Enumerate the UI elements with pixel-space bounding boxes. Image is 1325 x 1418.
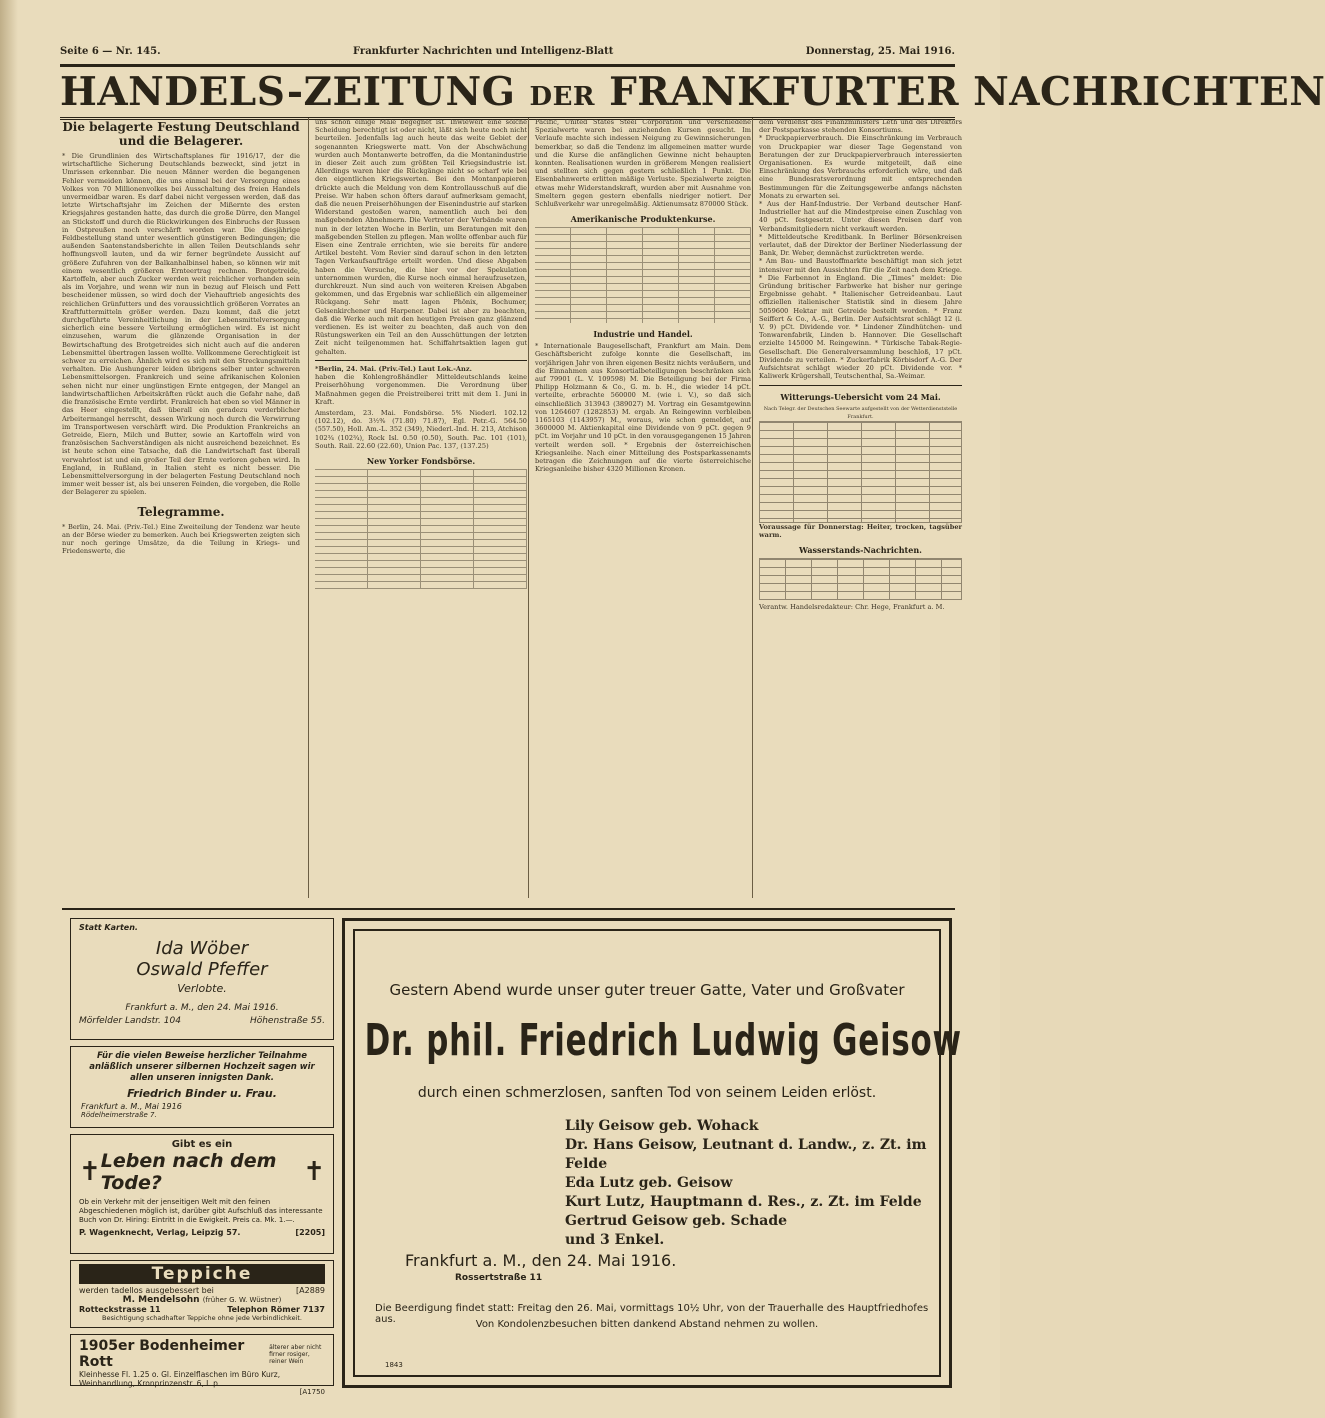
wine-code: [A1750 bbox=[299, 1388, 325, 1396]
engagement-role: Verlobte. bbox=[177, 982, 227, 995]
carpet-firm: M. Mendelsohn bbox=[122, 1295, 200, 1305]
col4-misc: * Am Bau- und Baustoffmarkte beschäftigt man sich jetzt intensiver mit den Aussichten für die Zeit nach dem Kriege. * Die Farbennot in England. Die „Times“ meldet: Die Gründung britischer Farbwerke hat bisher nur geringe Ergebnisse gehabt. * Italienischer Getreideanbau. Laut offiziellen italienischer Statistik sind in diesem Jahre 5059600 Hektar mit Getreide bestellt worden. * Franz Seiffert & Co., A.-G., Berlin. Der Aufsichtsrat schlägt 12 (i. V. 9) pCt. Dividende vor. * Lindener Zündhütchen- und Tonwarenfabrik, Linden b. Hannover. Die Gesellschaft erzielte 145000 M. Reingewinn. * Türkische Tabak-Regie-Gesellschaft. Die Generalversammlung beschloß, 17 pCt. Dividende zu verteilen. * Zuckerfabrik Körbisdorf A.-G. Der Aufsichtsrat schlägt wieder 20 pCt. Dividende vor. * Kaliwerk Krügershall, Teutschenthal, Sa.-Weimar. bbox=[759, 257, 962, 381]
engagement-date: Frankfurt a. M., den 24. Mai 1916. bbox=[125, 1003, 279, 1013]
afterlife-publisher: P. Wagenknecht, Verlag, Leipzig 57. bbox=[79, 1228, 241, 1237]
forecast: Voraussage für Donnerstag: Heiter, trocken, tagsüber warm. bbox=[759, 522, 962, 540]
column-2 bbox=[308, 118, 533, 898]
thanks-text: Für die vielen Beweise herzlicher Teilnahme anläßlich unserer silbernen Hochzeit sagen wir allen unseren innigsten Dank. bbox=[89, 1051, 315, 1083]
carpet-code: [A2889 bbox=[296, 1286, 325, 1295]
wine-text: Kleinhesse Fl. 1.25 o. Gl. Einzelflaschen im Büro Kurz, Weinhandlung, Kronprinzenstr. 6, I. p. bbox=[79, 1370, 281, 1388]
carpet-note: Besichtigung schadhafter Teppiche ohne jede Verbindlichkeit. bbox=[101, 1314, 302, 1322]
newspaper-name: Frankfurter Nachrichten und Intelligenz-Blatt bbox=[353, 46, 614, 57]
masthead bbox=[60, 64, 1325, 120]
page-header bbox=[60, 46, 955, 60]
mourner: Kurt Lutz, Hauptmann d. Res., z. Zt. im Felde bbox=[565, 1194, 922, 1210]
cross-icon: ✝ bbox=[79, 1157, 101, 1187]
telegrams-heading: Telegramme. bbox=[137, 504, 225, 519]
engagement-name1: Ida Wöber bbox=[155, 938, 249, 959]
engagement-addr2: Höhenstraße 55. bbox=[249, 1016, 325, 1026]
thanks-notice bbox=[70, 1046, 334, 1128]
mourner: Dr. Hans Geisow, Leutnant d. Landw., z. Zt. im Felde bbox=[565, 1137, 927, 1172]
obituary-street: Rossertstraße 11 bbox=[455, 1273, 543, 1283]
obituary-name: Dr. phil. Friedrich Ludwig Geisow bbox=[364, 1015, 962, 1066]
mourner: Eda Lutz geb. Geisow bbox=[565, 1175, 733, 1191]
col4-paper: * Druckpapierverbrauch. Die Einschränkung im Verbrauch von Druckpapier war dieser Tage Gegenstand von Beratungen der zur Druckpapierverbrauch interessierten Organisationen. Es wurde mitgeteilt, daß eine Einschränkung des Verbrauchs erforderlich wäre, und daß eine Bundesratsverordnung mit entsprechenden Bestimmungen für die Zeitungsgewerbe anfangs nächsten Monats zu erwarten sei. bbox=[759, 134, 962, 200]
afterlife-ad bbox=[70, 1134, 334, 1254]
product-prices-table bbox=[535, 227, 751, 323]
advertisements bbox=[62, 908, 962, 1396]
engagement-notice bbox=[70, 918, 334, 1040]
weather-heading: Witterungs-Uebersicht vom 24 Mai. bbox=[780, 391, 941, 402]
thanks-street: Rödelheimerstraße 7. bbox=[81, 1111, 157, 1119]
amsterdam-report: Amsterdam, 23. Mai. Fondsbörse. 5% Niederl. 102.12 (102.12), do. 3½% (71.80) 71.87), Egl. Petr.-G. 564.50 (557.50), Holl. Am.-L. 352 (349), Niederl.-Ind. H. 213, Atchison 102¾ (102¾), Rock Isl. 0.50 (0.50), South. Pac. 101 (101), South. Rail. 22.60 (22.60), Union Pac. 137, (137.25) bbox=[315, 408, 527, 450]
engagement-name2: Oswald Pfeffer bbox=[136, 959, 268, 980]
cross-icon: ✝ bbox=[303, 1157, 325, 1187]
wine-ad bbox=[70, 1334, 334, 1396]
ny-bourse-table bbox=[315, 469, 527, 589]
mourner: Lily Geisow geb. Wohack bbox=[565, 1118, 759, 1134]
obituary bbox=[342, 918, 962, 1388]
ny-bourse-heading: New Yorker Fondsbörse. bbox=[366, 455, 476, 466]
obituary-line: durch einen schmerzlosen, sanften Tod von seinem Leiden erlöst. bbox=[417, 1085, 877, 1101]
article-body: * Die Grundlinien des Wirtschaftsplanes für 1916/17, der die wirtschaftliche Sicherung Deutschlands bezweckt, sind jetzt in Umrissen erkennbar. Die neuen Männer werden die begangenen Fehler vermeiden können, die uns einmal bei der Versorgung eines Volkes von 70 Millionenvolkes bei Ausschaltung des freien Handels unvermeidbar waren. Es darf dabei nicht vergessen werden, daß das letzte Wirtschaftsjahr im Zeichen der Mißernte des ersten Kriegsjahres gestanden hatte, das durch die große Dürre, den Mangel an Stickstoff und durch die Rückwirkungen des Einbruchs der Russen in Ostpreußen noch verschärft worden war. Die diesjährige Feldbestellung stand unter wesentlich günstigeren Bedingungen; die außenden Saatenstandsberichte in allen Teilen Deutschlands sehr hoffnungsvoll lauten, und da wir ferner begründete Aussicht auf größere Zufuhren von der Balkanhalbinsel haben, so können wir mit einem wesentlich größeren Ernteertrag rechnen. Brotgetreide, Kartoffeln, aber auch Zucker werden weit reichlicher vorhanden sein als im Vorjahre, und wenn wir nun in bezug auf Fleisch und Fett bescheidener müssen, so wird doch der Viehauftrieb angesichts des reichlichen Grünfutters und des voraussichtlich größeren Vorrates an Kraftfuttermitteln größer werden. Dazu kommt, daß die jetzt durchgeführte Vereinheitlichung in der Lebensmittelversorgung sicherlich eine bessere Verteilung ermöglichen wird. Es ist nicht einzusehen, warum die glänzende Organisation in der Bewirtschaftung des Brotgetreides sich nicht auch auf die anderen Lebensmittel übertragen lassen wollte. Vollkommene Gerechtigkeit ist schwer zu erreichen. Ähnlich wird es sich mit den Streckungsmitteln verhalten. Die Aushungerer leiden übrigens selber unter schweren Lebensmittelsorgen. Frankreich und seine afrikanischen Kolonien sehen nicht nur einer ungünstigen Ernte entgegen, der Mangel an landwirtschaftlichen Arbeitskräften rückt auch die Gefahr nahe, daß die französische Ernte verdirbt. Frankreich hat eben so viel Männer in das Heer eingestellt, daß überall ein geradezu verderblicher Arbeitermangel herrscht, dessen Wirkung noch durch die Verwirrung im Transportwesen verschärft wird. Die Produktion Frankreichs an Getreide, Eiern, Milch und Butter, sowie an Kartoffeln wird von französischen Sachverständigen als nicht ausreichend bezeichnet. Es ist heute schon eine Tatsache, daß die Landwirtschaft fast überall verwahrlost ist und ein großer Teil der Ernte verloren gehen wird. In England, in Rußland, in Italien steht es nicht besser. Die Lebensmittelversorgung in der belagerten Festung Deutschland noch immer weit besser ist, als bei unseren Feinden, die vorgeben, die Rolle der Belagerer zu spielen. bbox=[62, 152, 300, 497]
masthead-part1: HANDELS-ZEITUNG bbox=[60, 69, 516, 115]
notice-title: *Berlin, 24. Mai. (Priv.-Tel.) Laut Lok.-Anz. bbox=[315, 364, 472, 373]
industry-heading: Industrie und Handel. bbox=[593, 329, 693, 340]
carpet-street: Rotteckstrasse 11 bbox=[79, 1305, 161, 1314]
issue-date: Donnerstag, 25. Mai 1916. bbox=[805, 46, 955, 57]
col4-intro: dem Verdienst des Finanzministers Leth und des Direktors der Postsparkasse stehenden Konsortiums. bbox=[759, 118, 962, 135]
telegrams-body: * Berlin, 24. Mai. (Priv.-Tel.) Eine Zweiteilung der Tendenz war heute an der Börse wieder zu bemerken. Auch bei Kriegswerten zeigten sich nur noch geringe Umsätze, da die Teilung in Kriegs- und Friedenswerte, die bbox=[62, 522, 300, 556]
engagement-addr1: Mörfelder Landstr. 104 bbox=[79, 1016, 181, 1026]
article-columns bbox=[62, 118, 962, 898]
column-1 bbox=[62, 118, 306, 898]
masthead-part2: DER bbox=[529, 82, 595, 112]
notice-body: haben die Kohlengroßhändler Mitteldeutschlands keine Preiserhöhung vorgenommen. Die Verordnung über Maßnahmen gegen die Preistreiberei tritt mit dem 1. Juni in Kraft. bbox=[315, 373, 527, 406]
industry-body: * Internationale Baugesellschaft, Frankfurt am Main. Dem Geschäftsbericht zufolge konnte die Gesellschaft, im vorjährigen Jahr von ihren eigenen Besitz nichts veräußern, und die Einnahmen aus Konsortialbeteiligungen beschränken sich auf 79901 (L. V. 109598) M. Die Beteiligung bei der Firma Philipp Holzmann & Co., G. m. b. H., die wieder 14 pCt. verteilte, erbrachte 560000 M. (wie i. V.), so daß sich einschließlich 313943 (389027) M. Vortrag ein Gesamtgewinn von 1264607 (1282853) M. ergab. An Reingewinn verbleiben 1165103 (1143957) M., woraus, wie schon gemeldet, auf 3600000 M. Aktienkapital eine Dividende von 9 pCt. gegen 9 pCt. im Vorjahr und 10 pCt. in den vorausgegangenen 15 Jahren verteilt werden soll. * Ergebnis der österreichischen Kriegsanleihe. Nach einer Mitteilung des Postsparkassenamts betragen die Zeichnungen auf die vierte österreichische Kriegsanleihe bisher 4320 Millionen Kronen. bbox=[535, 342, 751, 474]
mourner: Gertrud Geisow geb. Schade bbox=[565, 1213, 788, 1229]
carpet-line1: werden tadellos ausgebessert bei bbox=[79, 1286, 214, 1295]
product-prices-heading: Amerikanische Produktenkurse. bbox=[570, 214, 716, 225]
obituary-funeral: Die Beerdigung findet statt: Freitag den 26. Mai, vormittags 10½ Uhr, von der Trauerhalle des Hauptfriedhofes aus. bbox=[375, 1303, 929, 1325]
column-3 bbox=[528, 118, 757, 898]
thanks-name: Friedrich Binder u. Frau. bbox=[127, 1087, 277, 1100]
thanks-place: Frankfurt a. M., Mai 1916 bbox=[81, 1102, 182, 1111]
carpet-firm2: (früher G. W. Wüstner) bbox=[202, 1296, 282, 1304]
obituary-code: 1843 bbox=[385, 1361, 403, 1369]
weather-sub: Nach Telegr. der Deutschen Seewarte aufgestellt von der Wetterdienststelle Frankfurt. bbox=[763, 405, 958, 420]
col4-hemp: * Aus der Hanf-Industrie. Der Verband deutscher Hanf-Industrieller hat auf die Mindestpreise einen Zuschlag von 40 pCt. festgesetzt. Unter diesen Preisen darf von Verbandsmitgliedern nicht verkauft werden. bbox=[759, 200, 962, 233]
mourner: und 3 Enkel. bbox=[565, 1232, 665, 1248]
water-heading: Wasserstands-Nachrichten. bbox=[799, 545, 922, 556]
obituary-intro: Gestern Abend wurde unser guter treuer Gatte, Vater und Großvater bbox=[389, 981, 905, 999]
mourners-list bbox=[565, 1117, 949, 1250]
carpet-title: Teppiche bbox=[79, 1264, 325, 1284]
column-4 bbox=[752, 118, 962, 898]
masthead-part3: FRANKFURTER NACHRICHTEN bbox=[609, 69, 1325, 115]
ny-market-report: Pacific, United States Steel Corporation und verschiedene Spezialwerte waren bei anziehenden Kursen gesucht. Im Verlaufe machte sich indessen Neigung zu Gewinnsicherungen bemerkbar, so daß die Tendenz im allgemeinen matter wurde und die Kurse die anfänglichen Gewinne nicht behaupten konnten. Realisationen wurden in größerem Mengen realisiert und stellten sich gegen gestern schließlich 1 Punkt. Die Eisenbahnwerte erlitten mäßige Verluste. Spezialwerte zeigten etwas mehr Widerstandskraft, wurden aber mit Ausnahme von Smeltern gegen gestern ebenfalls niedriger notiert. Der Schlußverkehr war unregelmäßig. Aktienumsatz 870000 Stück. bbox=[535, 118, 751, 209]
afterlife-q2: Leben nach dem Tode? bbox=[100, 1150, 277, 1194]
afterlife-text: Ob ein Verkehr mit der jenseitigen Welt mit den feinen Abgeschiedenen möglich ist, darüber gibt Aufschluß das interessante Buch von Dr. Hiring: Eintritt in die Ewigkeit. Preis ca. Mk. 1.—. bbox=[79, 1198, 323, 1224]
obituary-place: Frankfurt a. M., den 24. Mai 1916. bbox=[405, 1251, 677, 1270]
obituary-noflowers: Von Kondolenzbesuchen bitten dankend Abstand nehmen zu wollen. bbox=[475, 1319, 819, 1330]
water-table bbox=[759, 558, 962, 600]
page-number: Seite 6 — Nr. 145. bbox=[60, 46, 161, 57]
engagement-tag: Statt Karten. bbox=[79, 923, 138, 932]
carpet-phone: Telephon Römer 7137 bbox=[227, 1305, 325, 1314]
afterlife-q1: Gibt es ein bbox=[171, 1139, 233, 1150]
wine-side: älterer aber nicht firner rosiger, reiner Wein bbox=[269, 1343, 322, 1365]
editor-line: Verantw. Handelsredakteur: Chr. Hege, Frankfurt a. M. bbox=[759, 603, 945, 612]
col4-bank: * Mitteldeutsche Kreditbank. In Berliner Börsenkreisen verlautet, daß der Direktor der Berliner Niederlassung der Bank, Dr. Weber, demnächst zurücktreten werde. bbox=[759, 232, 962, 258]
carpet-ad bbox=[70, 1260, 334, 1328]
article-title: Die belagerte Festung Deutschland und die Belagerer. bbox=[62, 120, 300, 148]
market-report: uns schon einige Male begegnet ist. Inwieweit eine solche Scheidung berechtigt ist oder nicht, läßt sich heute noch nicht beurteilen. Jedenfalls lag auch heute das weite Gebiet der sogenannten Kriegswerte matt. Von der Abschwächung wurden auch Montanwerte betroffen, da die Montanindustrie in dieser Zeit auch zum größten Teil Kriegsindustrie ist. Allerdings waren hier die Rückgänge nicht so scharf wie bei den eigentlichen Kriegswerten. Bei den Montanpapieren drückte auch die Meldung von dem Kontrollausschuß auf die Preise. Wir haben schon öfters darauf aufmerksam gemacht, daß die neuen Preiserhöhungen der Eisenindustrie auf starken Widerstand gestoßen waren, namentlich auch bei den maßgebenden Abnehmern. Die Vertreter der Verbände waren nun in der letzten Woche in Berlin, um Beratungen mit den maßgebenden Stellen zu pflegen. Man wollte offenbar auch für Eisen eine Zentrale errichten, wie sie bereits für andere Artikel besteht. Vom Revier sind darauf schon in den letzten Tagen Verkaufsaufträge erteilt worden. Und diese Abgaben haben die Versuche, die hier vor der Spekulation unternommen wurden, die Kurse noch einmal heraufzusetzen, durchkreuzt. Nun sind auch von weiteren Kreisen Abgaben gekommen, und das Ergebnis war schließlich ein allgemeiner Rückgang. Sehr matt lagen Phönix, Bochumer, Gelsenkirchener und Harpener. Dabei ist aber zu beachten, daß die Werke auch mit den heutigen Preisen ganz glänzend verdienen. Es ist weiter zu beachten, daß auch von den Rüstungswerken ein Teil an den Ausschüttungen der letzten Zeit nicht teilgenommen hat. Schiffahrtsaktien lagen gut gehalten. bbox=[315, 118, 527, 356]
weather-table bbox=[759, 421, 962, 523]
wine-title: 1905er Bodenheimer Rott bbox=[79, 1338, 245, 1370]
afterlife-code: [2205] bbox=[295, 1228, 325, 1237]
